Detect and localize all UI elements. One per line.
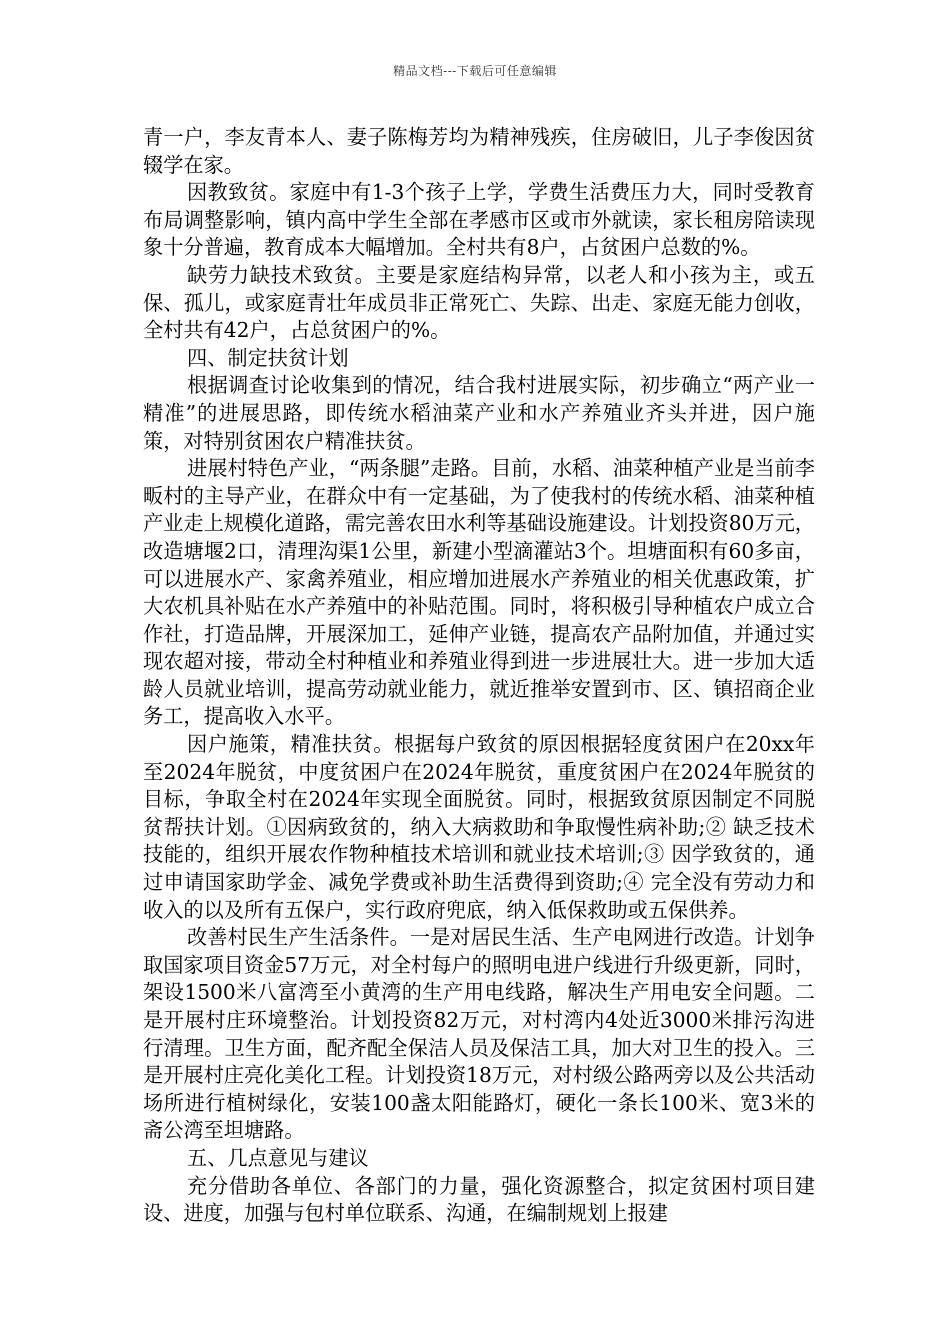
paragraph-targeted-aid: 因户施策，精准扶贫。根据每户致贫的原因根据轻度贫困户在20xx年至2024年脱贫，中度贫困户在2024年脱贫，重度贫困户在2024年脱贫的目标，争取全村在2024年实现全面脱贫。同时，根据致贫原因制定不同脱贫帮扶计划。①因病致贫的，纳入大病救助和争取慢性病补助;② 缺乏技术技能的，组织开展农作物种植技术培训和就业技术培训;③ 因学致贫的，通过申请国家助学金、减免学费或补助生活费得到资助;④ 完全没有劳动力和收入的以及所有五保户，实行政府兜底，纳入低保救助或五保供养。: [143, 732, 815, 922]
paragraph-education-poverty: 因教致贫。家庭中有1-3个孩子上学，学费生活费压力大，同时受教育布局调整影响，镇内高中学生全部在孝感市区或市外就读，家长租房陪读现象十分普遍，教育成本大幅增加。全村共有8户，占贫困户总数的%。: [143, 180, 815, 260]
paragraph-living-conditions: 改善村民生产生活条件。一是对居民生活、生产电网进行改造。计划争取国家项目资金57万元，对全村每户的照明电进户线进行升级更新，同时，架设1500米八富湾至小黄湾的生产用电线路，解决生产用电安全问题。二是开展村庄环境整治。计划投资82万元，对村湾内4处近3000米排污沟进行清理。卫生方面，配齐配全保洁人员及保洁工具，加大对卫生的投入。三是开展村庄亮化美化工程。计划投资18万元，对村级公路两旁以及公共活动场所进行植树绿化，安装100盏太阳能路灯，硬化一条长100米、宽3米的斋公湾至坦塘路。: [143, 925, 815, 1143]
paragraph-continuation: 青一户，李友青本人、妻子陈梅芳均为精神残疾，住房破旧，儿子李俊因贫辍学在家。: [143, 125, 815, 177]
page-header: 精品文档---下载后可任意编辑: [393, 64, 557, 78]
paragraph-suggestions: 充分借助各单位、各部门的力量，强化资源整合，拟定贫困村项目建设、进度，加强与包村单位联系、沟通，在编制规划上报建: [143, 1173, 815, 1226]
paragraph-industry: 进展村特色产业，“两条腿”走路。目前，水稻、油菜种植产业是当前李畈村的主导产业，在群众中有一定基础，为了使我村的传统水稻、油菜种植产业走上规模化道路，需完善农田水利等基础设施建设。计划投资80万元，改造塘堰2口，清理沟渠1公里，新建小型滴灌站3个。坦塘面积有60多亩，可以进展水产、家禽养殖业，相应增加进展水产养殖业的相关优惠政策，扩大农机具补贴在水产养殖中的补贴范围。同时，将积极引导种植农户成立合作社，打造品牌，开展深加工，延伸产业链，提高农产品附加值，并通过实现农超对接，带动全村种植业和养殖业得到进一步进展壮大。进一步加大适龄人员就业培训，提高劳动就业能力，就近推举安置到市、区、镇招商企业务工，提高收入水平。: [143, 456, 815, 729]
section-heading-4: 四、制定扶贫计划: [187, 345, 349, 370]
paragraph-plan-intro: 根据调查讨论收集到的情况，结合我村进展实际，初步确立“两产业一精准”的进展思路，即传统水稻油菜产业和水产养殖业齐头并进，因户施策，对特别贫困农户精准扶贫。: [143, 373, 815, 453]
document-body: [143, 124, 815, 1228]
paragraph-labor-shortage: 缺劳力缺技术致贫。主要是家庭结构异常，以老人和小孩为主，或五保、孤儿，或家庭青壮年成员非正常死亡、失踪、出走、家庭无能力创收，全村共有42户，占总贫困户的%。: [143, 262, 815, 343]
section-heading-5: 五、几点意见与建议: [187, 1145, 369, 1170]
